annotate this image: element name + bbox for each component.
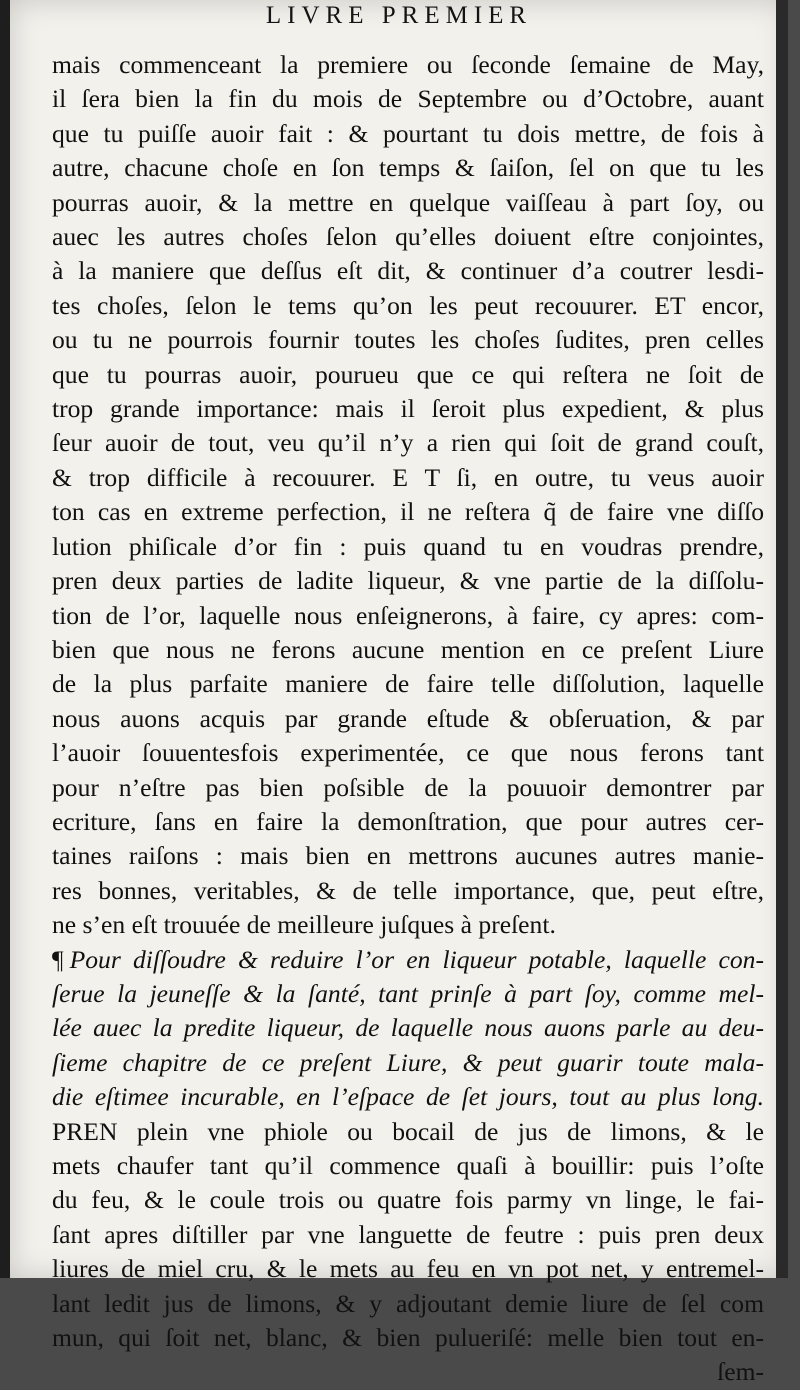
text-line: ton cas en extreme perfection, il ne reſtera q̃ de faire vne diſſo [52,497,764,527]
text-line: liures de miel cru, & le mets au feu en vn pot net, y entremel- [52,1254,764,1284]
text-line: mets chaufer tant qu’il commence quaſi à bouillir: puis l’oſte [52,1151,764,1180]
book-page [10,0,788,1387]
catchword: ſem- [717,1357,764,1387]
text-line: ne s’en eſt trouuée de meilleure juſques à preſent. [52,910,556,940]
text-line: du feu, & le coule trois ou quatre fois parmy vn linge, le fai- [52,1185,764,1215]
text-line: ou tu ne pourrois fournir toutes les choſes ſudites, pren celles [52,325,764,355]
text-line: pren deux parties de ladite liqueur, & vne partie de la diſſolu- [52,566,764,596]
text-line: autre, chacune choſe en ſon temps & ſaiſon, ſel on que tu les [52,153,764,183]
text-line: trop grande importance: mais il ſeroit plus expedient, & plus [52,394,764,424]
text-line: à la maniere que deſſus eſt dit, & continuer d’a coutrer lesdi- [52,256,764,286]
page-text [52,48,764,1390]
text-line: il ſera bien la fin du mois de Septembre ou d’Octobre, auant [52,84,764,114]
text-line: l’auoir ſouuentesfois experimentée, ce que nous ferons tant [52,738,764,768]
text-line: bien que nous ne ferons aucune mention en ce preſent Liure [52,634,764,664]
binding-gutter [0,0,10,1278]
chapter-heading-line: die eſtimee incurable, en l’eſpace de ſet jours, tout au plus long. [52,1082,764,1112]
text-line: PREN plein vne phiole ou bocail de jus de limons, & le [52,1116,764,1146]
text-line: nous auons acquis par grande eſtude & obſeruation, & par [52,703,764,733]
text-line: ecriture, ſans en faire la demonſtration, que pour autres cer- [52,806,764,836]
text-line: mais commenceant la premiere ou ſeconde ſemaine de May, [52,50,764,79]
text-line: auec les autres choſes ſelon qu’elles doiuent eſtre conjointes, [52,222,764,252]
text-line: que tu pourras auoir, pourueu que ce qui reſtera ne ſoit de [52,359,764,389]
text-line: mun, qui ſoit net, blanc, & bien pulueriſé: melle bien tout en- [52,1323,764,1353]
text-line: que tu puiſſe auoir fait : & pourtant tu dois mettre, de fois à [52,118,764,148]
text-line: tion de l’or, laquelle nous enſeignerons, à faire, cy apres: com- [52,600,764,630]
text-line: de la plus parfaite maniere de faire telle diſſolution, laquelle [52,669,764,699]
pilcrow-mark: ¶ [52,944,64,974]
text-line: pour n’eſtre pas bien poſsible de la pouuoir demontrer par [52,772,764,802]
chapter-heading-line: ſieme chapitre de ce preſent Liure, & peut guarir toute mala- [52,1047,764,1077]
page-edge [776,0,788,1278]
text-line: tes choſes, ſelon le tems qu’on les peut recouurer. ET encor, [52,290,764,320]
chapter-heading-line [52,943,764,977]
running-title: LIVRE PREMIER [265,2,533,29]
text-line: ſeur auoir de tout, veu qu’il n’y a rien qui ſoit de grand couſt, [52,428,764,458]
text-line: res bonnes, veritables, & de telle importance, que, peut eſtre, [52,875,764,905]
chapter-heading-line: lée auec la predite liqueur, de laquelle nous auons parle au deu- [52,1013,764,1043]
text-line: & trop difficile à recouurer. E T ſi, en outre, tu veus auoir [52,462,764,492]
text-line: taines raiſons : mais bien en mettrons aucunes autres manie- [52,841,764,871]
text-line: lant ledit jus de limons, & y adjoutant demie liure de ſel com [52,1288,764,1318]
text-line: ſant apres diſtiller par vne languette de feutre : puis pren deux [52,1219,764,1249]
text-line: lution phiſicale d’or fin : puis quand tu en voudras prendre, [52,531,764,561]
text-line: pourras auoir, & la mettre en quelque vaiſſeau à part ſoy, ou [52,187,764,217]
chapter-heading-text: Pour diſſoudre & reduire l’or en liqueur potable, laquelle con- [69,944,764,974]
chapter-heading-line: ſerue la jeuneſſe & la ſanté, tant prinſe à part ſoy, comme mel- [52,978,764,1008]
